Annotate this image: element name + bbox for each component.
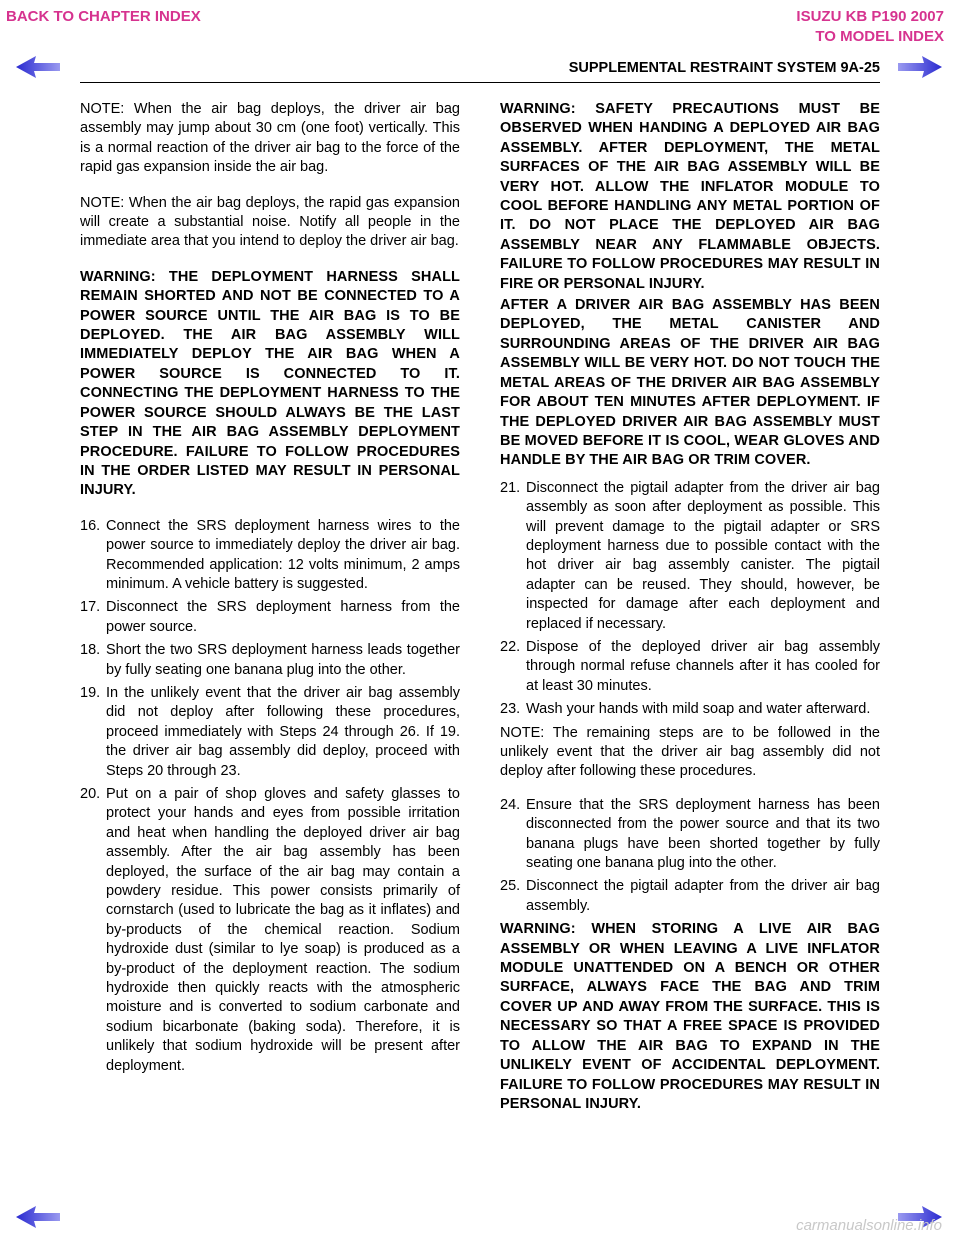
list-item bbox=[80, 785, 460, 1076]
step-number: 16. bbox=[80, 517, 101, 534]
step-number: 25. bbox=[500, 878, 521, 895]
step-text: Disconnect the SRS deployment harness from the power source. bbox=[106, 599, 460, 635]
step-text: Dispose of the deployed driver air bag assembly through normal refuse channels after it has cooled for at least 30 minutes. bbox=[526, 638, 880, 694]
note-paragraph: NOTE: The remaining steps are to be followed in the unlikely event that the driver air bag assembly did not deploy after following these procedures. bbox=[500, 724, 880, 780]
note-paragraph: NOTE: When the air bag deploys, the driver air bag assembly may jump about 30 cm (one foot) vertically. This is a normal reaction of the driver air bag to the force of the rapid gas expansion inside the air bag. bbox=[80, 101, 460, 176]
step-number: 24. bbox=[500, 796, 521, 813]
step-text: Ensure that the SRS deployment harness has been disconnected from the power source and that its two banana plugs have been shorted together by fully seating one banana plug into the other. bbox=[526, 796, 880, 872]
procedure-steps bbox=[500, 796, 880, 916]
step-number: 19. bbox=[80, 684, 101, 701]
step-number: 22. bbox=[500, 638, 521, 655]
step-number: 23. bbox=[500, 701, 521, 718]
list-item bbox=[500, 877, 880, 916]
list-item bbox=[80, 517, 460, 595]
step-text: Disconnect the pigtail adapter from the driver air bag assembly. bbox=[526, 878, 880, 914]
step-number: 21. bbox=[500, 479, 521, 496]
step-text: Disconnect the pigtail adapter from the driver air bag assembly as soon after deployment as possible. This will prevent damage to the pigtail adapter or SRS deployment harness due to possible contact with the hot driver air bag assembly canister. The pigtail adapter can be reused. They should, however, be inspected for damage after each deployment and replaced if necessary. bbox=[526, 479, 880, 632]
procedure-steps bbox=[80, 517, 460, 1076]
model-title-link[interactable]: ISUZU KB P190 2007 bbox=[796, 8, 944, 25]
list-item bbox=[500, 479, 880, 634]
procedure-steps bbox=[500, 479, 880, 720]
watermark: carmanualsonline.info bbox=[796, 1217, 942, 1234]
step-number: 20. bbox=[80, 786, 101, 802]
arrow-left-icon[interactable] bbox=[14, 1204, 62, 1230]
list-item bbox=[80, 598, 460, 637]
arrow-right-icon[interactable] bbox=[896, 54, 944, 80]
step-text: Wash your hands with mild soap and water afterward. bbox=[526, 701, 871, 718]
step-text: Short the two SRS deployment harness leads together by fully seating one banana plug into the other. bbox=[106, 642, 460, 678]
right-column bbox=[500, 100, 880, 1130]
list-item bbox=[500, 638, 880, 696]
step-number: 17. bbox=[80, 599, 101, 616]
back-to-chapter-index-link[interactable]: BACK TO CHAPTER INDEX bbox=[6, 8, 201, 25]
list-item bbox=[80, 641, 460, 680]
warning-paragraph: WARNING: WHEN STORING A LIVE AIR BAG ASSEMBLY OR WHEN LEAVING A LIVE INFLATOR MODULE UNATTENDED ON A BENCH OR OTHER SURFACE, ALWAYS FACE THE BAG AND TRIM COVER UP AND AWAY FROM THE SURFACE. THIS IS NECESSARY SO THAT A FREE SPACE IS PROVIDED TO ALLOW THE AIR BAG TO EXPAND IN THE UNLIKELY EVENT OF ACCIDENTAL DEPLOYMENT. FAILURE TO FOLLOW PROCEDURES MAY RESULT IN PERSONAL INJURY. bbox=[500, 921, 880, 1112]
step-text: Connect the SRS deployment harness wires to the power source to immediately deploy the driver air bag. Recommended application: 12 volts minimum, 2 amps minimum. A vehicle battery is suggested. bbox=[106, 517, 460, 592]
list-item bbox=[500, 700, 880, 719]
step-text: Put on a pair of shop gloves and safety glasses to protect your hands and eyes from possible irritation and heat when handling the deployed driver air bag assembly. After the air bag assembly has been deployed, the surface of the air bag may contain a powdery residue. This power consists primarily of cornstarch (used to lubricate the bag as it inflates) and by-products of the chemical reaction. Sodium hydroxide dust (similar to lye soap) is produced as a by-product of the deployment reaction. The sodium hydroxide then quickly reacts with the atmospheric moisture and is converted to sodium carbonate and sodium bicarbonate (baking soda). Therefore, it is unlikely that sodium hydroxide will be present after deployment. bbox=[106, 786, 460, 1074]
warning-paragraph: AFTER A DRIVER AIR BAG ASSEMBLY HAS BEEN DEPLOYED, THE METAL CANISTER AND SURROUNDING AREAS OF THE DRIVER AIR BAG ASSEMBLY WILL BE VERY HOT. DO NOT TOUCH THE METAL AREAS OF THE DRIVER AIR BAG ASSEMBLY FOR ABOUT TEN MINUTES AFTER DEPLOYMENT. IF THE DEPLOYED DRIVER AIR BAG ASSEMBLY MUST BE MOVED BEFORE IT IS COOL, WEAR GLOVES AND HANDLE BY THE AIR BAG OR TRIM COVER. bbox=[500, 297, 880, 469]
running-head: SUPPLEMENTAL RESTRAINT SYSTEM 9A-25 bbox=[568, 60, 880, 76]
warning-paragraph: WARNING: SAFETY PRECAUTIONS MUST BE OBSERVED WHEN HANDING A DEPLOYED AIR BAG ASSEMBLY. AFTER DEPLOYMENT, THE METAL SURFACES OF THE AIR BAG ASSEMBLY WILL BE VERY HOT. ALLOW THE INFLATOR MODULE TO COOL BEFORE HANDLING ANY METAL PORTION OF IT. DO NOT PLACE THE DEPLOYED AIR BAG ASSEMBLY NEAR ANY FLAMMABLE OBJECTS. FAILURE TO FOLLOW PROCEDURES MAY RESULT IN FIRE OR PERSONAL INJURY. bbox=[500, 101, 880, 292]
step-text: In the unlikely event that the driver air bag assembly did not deploy after following these procedures, proceed immediately with Steps 24 through 26. If 19. the driver air bag assembly did deploy, proceed with Steps 20 through 23. bbox=[106, 684, 460, 779]
warning-paragraph: WARNING: THE DEPLOYMENT HARNESS SHALL REMAIN SHORTED AND NOT BE CONNECTED TO A POWER SOURCE UNTIL THE AIR BAG IS TO BE DEPLOYED. THE AIR BAG ASSEMBLY WILL IMMEDIATELY DEPLOY THE AIR BAG WHEN A POWER SOURCE IS CONNECTED TO IT. CONNECTING THE DEPLOYMENT HARNESS TO THE POWER SOURCE SHOULD ALWAYS BE THE LAST STEP IN THE AIR BAG ASSEMBLY DEPLOYMENT PROCEDURE. FAILURE TO FOLLOW PROCEDURES IN THE ORDER LISTED MAY RESULT IN PERSONAL INJURY. bbox=[80, 268, 460, 499]
to-model-index-link[interactable]: TO MODEL INDEX bbox=[815, 28, 944, 45]
note-paragraph: NOTE: When the air bag deploys, the rapid gas expansion will create a substantial noise. Notify all people in the immediate area that you intend to deploy the driver air bag. bbox=[80, 194, 460, 250]
arrow-left-icon[interactable] bbox=[14, 54, 62, 80]
step-number: 18. bbox=[80, 642, 101, 659]
header-divider bbox=[80, 82, 880, 83]
left-column bbox=[80, 100, 460, 1080]
list-item bbox=[80, 684, 460, 781]
list-item bbox=[500, 796, 880, 874]
